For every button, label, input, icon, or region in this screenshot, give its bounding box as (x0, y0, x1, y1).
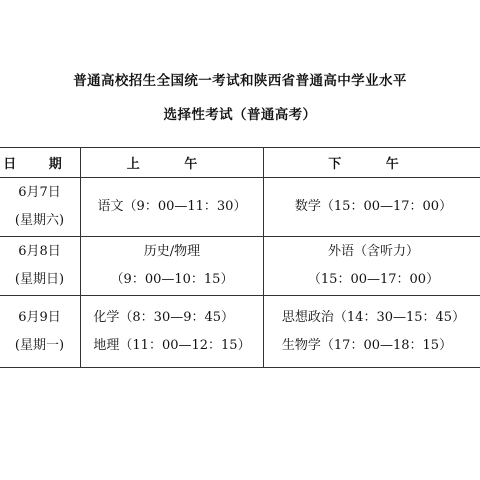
morning-cell (81, 237, 264, 296)
date-label: 6月7日 (18, 185, 61, 200)
exam-subject: 化学（8：30—9：45） (93, 309, 235, 325)
weekday-label: (星期日) (14, 272, 65, 287)
date-label: 6月9日 (18, 309, 61, 325)
exam-subject: 语文（9：00—11：30） (97, 199, 247, 214)
afternoon-cell (264, 178, 480, 237)
exam-subject: 地理（11：00—12：15） (93, 337, 251, 353)
exam-time: （9：00—10：15） (110, 272, 234, 287)
date-cell (0, 237, 81, 296)
date-cell (0, 178, 81, 237)
exam-schedule-table (0, 147, 480, 368)
exam-time: （15：00—17：00） (307, 272, 440, 287)
exam-subject: 思想政治（14：30—15：45） (281, 309, 466, 325)
weekday-label: (星期六) (14, 213, 65, 228)
date-cell (0, 296, 81, 368)
date-label: 6月8日 (18, 244, 61, 259)
title-line-1: 普通高校招生全国统一考试和陕西省普通高中学业水平 (73, 73, 407, 89)
exam-subject: 数学（15：00—17：00） (294, 199, 453, 214)
table-header-row (0, 148, 480, 178)
document-title (0, 70, 480, 126)
header-afternoon: 下 午 (264, 148, 480, 178)
title-line-2: 选择性考试（普通高考） (163, 107, 317, 123)
afternoon-cell (264, 296, 480, 368)
header-morning: 上 午 (81, 148, 264, 178)
header-date: 日 期 (0, 148, 81, 178)
table-row (0, 296, 480, 368)
exam-subject: 生物学（17：00—18：15） (281, 337, 453, 353)
exam-subject: 历史/物理 (143, 244, 201, 259)
exam-subject: 外语（含听力） (327, 244, 419, 259)
weekday-label: (星期一) (14, 337, 65, 353)
morning-cell (81, 178, 264, 237)
table-row (0, 237, 480, 296)
table-row (0, 178, 480, 237)
morning-cell (81, 296, 264, 368)
afternoon-cell (264, 237, 480, 296)
